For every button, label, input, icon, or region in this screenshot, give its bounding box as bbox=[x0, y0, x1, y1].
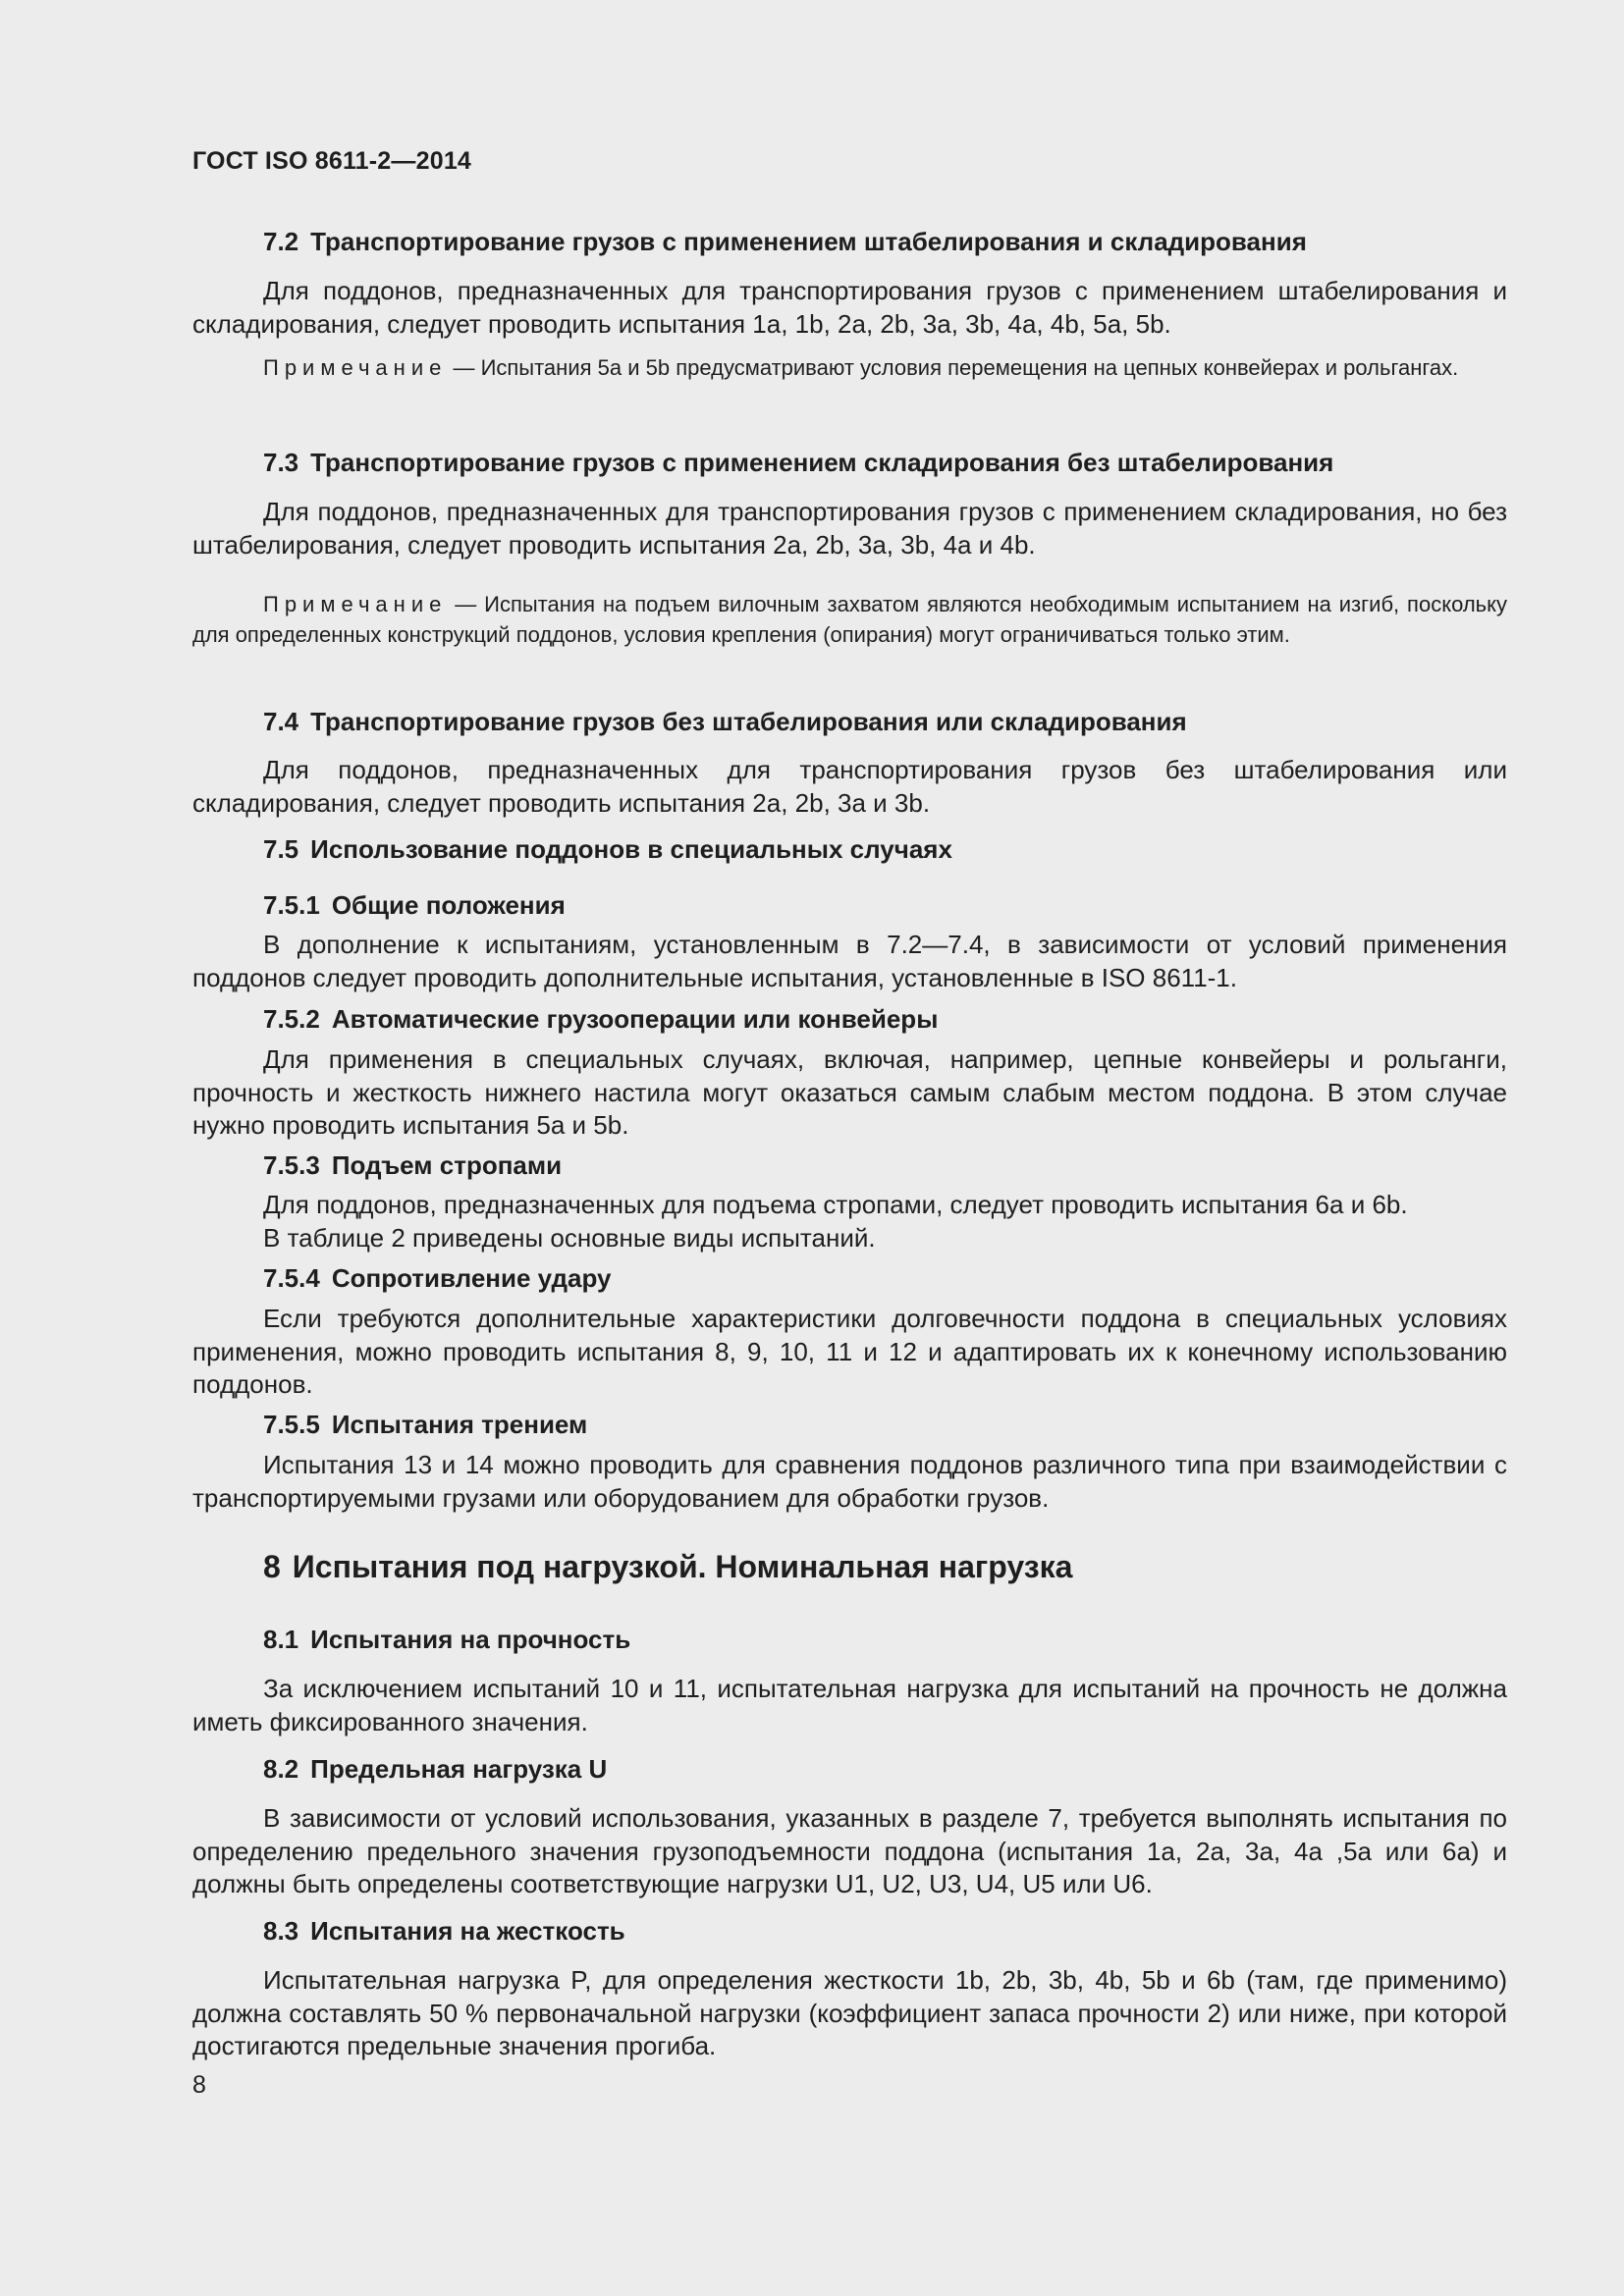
paragraph: За исключением испытаний 10 и 11, испытательная нагрузка для испытаний на прочность не должна иметь фиксированного значения. bbox=[192, 1674, 1507, 1736]
section-7-5-2 bbox=[192, 1003, 1507, 1035]
paragraph: Для поддонов, предназначенных для транспортирования грузов с применением складирования, но без штабелирования, следует проводить испытания 2a, 2b, 3a, 3b, 4a и 4b. bbox=[192, 497, 1507, 560]
paragraph: Если требуются дополнительные характеристики долговечности поддона в специальных условиях применения, можно проводить испытания 8, 9, 10, 11 и 12 и адаптировать их к конечному использованию поддонов. bbox=[192, 1304, 1507, 1399]
section-heading: 7.3 Транспортирование грузов с применением складирования без штабелирования bbox=[263, 448, 1334, 477]
section-7-5-1 bbox=[192, 889, 1507, 921]
chapter-heading: 8 Испытания под нагрузкой. Номинальная нагрузка bbox=[263, 1549, 1073, 1584]
section-heading: 7.4 Транспортирование грузов без штабелирования или складирования bbox=[263, 707, 1187, 736]
subsection-heading: 7.5.2 Автоматические грузооперации или конвейеры bbox=[263, 1004, 939, 1034]
section-7-5-4 bbox=[192, 1262, 1507, 1294]
section-heading: 8.3 Испытания на жесткость bbox=[263, 1916, 625, 1946]
paragraph: Для поддонов, предназначенных для транспортирования грузов без штабелирования или складирования, следует проводить испытания 2a, 2b, 3a и 3b. bbox=[192, 755, 1507, 818]
paragraph: В дополнение к испытаниям, установленным в 7.2—7.4, в зависимости от условий применения поддонов следует проводить дополнительные испытания, установленные в ISO 8611-1. bbox=[192, 930, 1507, 992]
subsection-heading: 7.5.4 Сопротивление удару bbox=[263, 1263, 612, 1293]
document-header: ГОСТ ISO 8611-2—2014 bbox=[192, 147, 472, 175]
paragraph-7-5-2 bbox=[192, 1043, 1507, 1143]
paragraph-8-3 bbox=[192, 1964, 1507, 2063]
section-8-1 bbox=[192, 1624, 1507, 1655]
section-heading: 7.2 Транспортирование грузов с применением штабелирования и складирования bbox=[263, 227, 1307, 256]
subsection-heading: 7.5.5 Испытания трением bbox=[263, 1410, 588, 1439]
paragraph-7-4 bbox=[192, 754, 1507, 820]
paragraph-8-1 bbox=[192, 1673, 1507, 1738]
section-7-2 bbox=[192, 226, 1507, 257]
paragraph-7-5-1 bbox=[192, 929, 1507, 994]
page-number: 8 bbox=[192, 2071, 206, 2099]
note: Примечание — Испытания 5a и 5b предусматривают условия перемещения на цепных конвейерах и рольгангах. bbox=[263, 355, 1459, 380]
note-7-3 bbox=[192, 589, 1507, 650]
note-7-2 bbox=[192, 352, 1507, 383]
paragraph: В таблице 2 приведены основные виды испытаний. bbox=[263, 1222, 876, 1253]
paragraph-8-2 bbox=[192, 1802, 1507, 1901]
paragraph: Испытания 13 и 14 можно проводить для сравнения поддонов различного типа при взаимодействии с транспортируемыми грузами или оборудованием для обработки грузов. bbox=[192, 1450, 1507, 1513]
paragraph-7-5-5 bbox=[192, 1449, 1507, 1515]
paragraph: Испытательная нагрузка P, для определения жесткости 1b, 2b, 3b, 4b, 5b и 6b (там, где применимо) должна составлять 50 % первоначальной нагрузки (коэффициент запаса прочности 2) или ниже, при которой достигаются предельные значения прогиба. bbox=[192, 1965, 1507, 2060]
paragraph: Для применения в специальных случаях, включая, например, цепные конвейеры и рольганги, прочность и жесткость нижнего настила могут оказаться самым слабым местом поддона. В этом случае нужно проводить испытания 5a и 5b. bbox=[192, 1044, 1507, 1140]
section-7-5-3 bbox=[192, 1149, 1507, 1181]
paragraph-7-3 bbox=[192, 496, 1507, 561]
section-8-2 bbox=[192, 1753, 1507, 1785]
section-8-3 bbox=[192, 1915, 1507, 1947]
subsection-heading: 7.5.1 Общие положения bbox=[263, 890, 566, 920]
subsection-heading: 7.5.3 Подъем стропами bbox=[263, 1150, 563, 1180]
section-8 bbox=[192, 1547, 1507, 1586]
section-7-4 bbox=[192, 706, 1507, 737]
section-heading: 7.5 Использование поддонов в специальных случаях bbox=[263, 834, 952, 864]
paragraph-7-5-4 bbox=[192, 1303, 1507, 1402]
paragraph-7-2 bbox=[192, 275, 1507, 341]
section-heading: 8.1 Испытания на прочность bbox=[263, 1625, 631, 1654]
paragraph-7-5-3 bbox=[192, 1189, 1507, 1255]
paragraph: Для поддонов, предназначенных для подъема стропами, следует проводить испытания 6a и 6b. bbox=[263, 1190, 1408, 1219]
section-7-5 bbox=[192, 833, 1507, 865]
section-7-5-5 bbox=[192, 1409, 1507, 1440]
paragraph: В зависимости от условий использования, указанных в разделе 7, требуется выполнять испытания по определению предельного значения грузоподъемности поддона (испытания 1a, 2a, 3a, 4a ,5a или 6a) и должны быть определены соответствующие нагрузки U1, U2, U3, U4, U5 или U6. bbox=[192, 1803, 1507, 1898]
section-heading: 8.2 Предельная нагрузка U bbox=[263, 1754, 608, 1784]
paragraph: Для поддонов, предназначенных для транспортирования грузов с применением штабелирования и складирования, следует проводить испытания 1a, 1b, 2a, 2b, 3a, 3b, 4a, 4b, 5a, 5b. bbox=[192, 276, 1507, 339]
note: Примечание — Испытания на подъем вилочным захватом являются необходимым испытанием на изгиб, поскольку для определенных конструкций поддонов, условия крепления (опирания) могут ограничиваться только этим. bbox=[192, 592, 1507, 647]
section-7-3 bbox=[192, 447, 1507, 478]
